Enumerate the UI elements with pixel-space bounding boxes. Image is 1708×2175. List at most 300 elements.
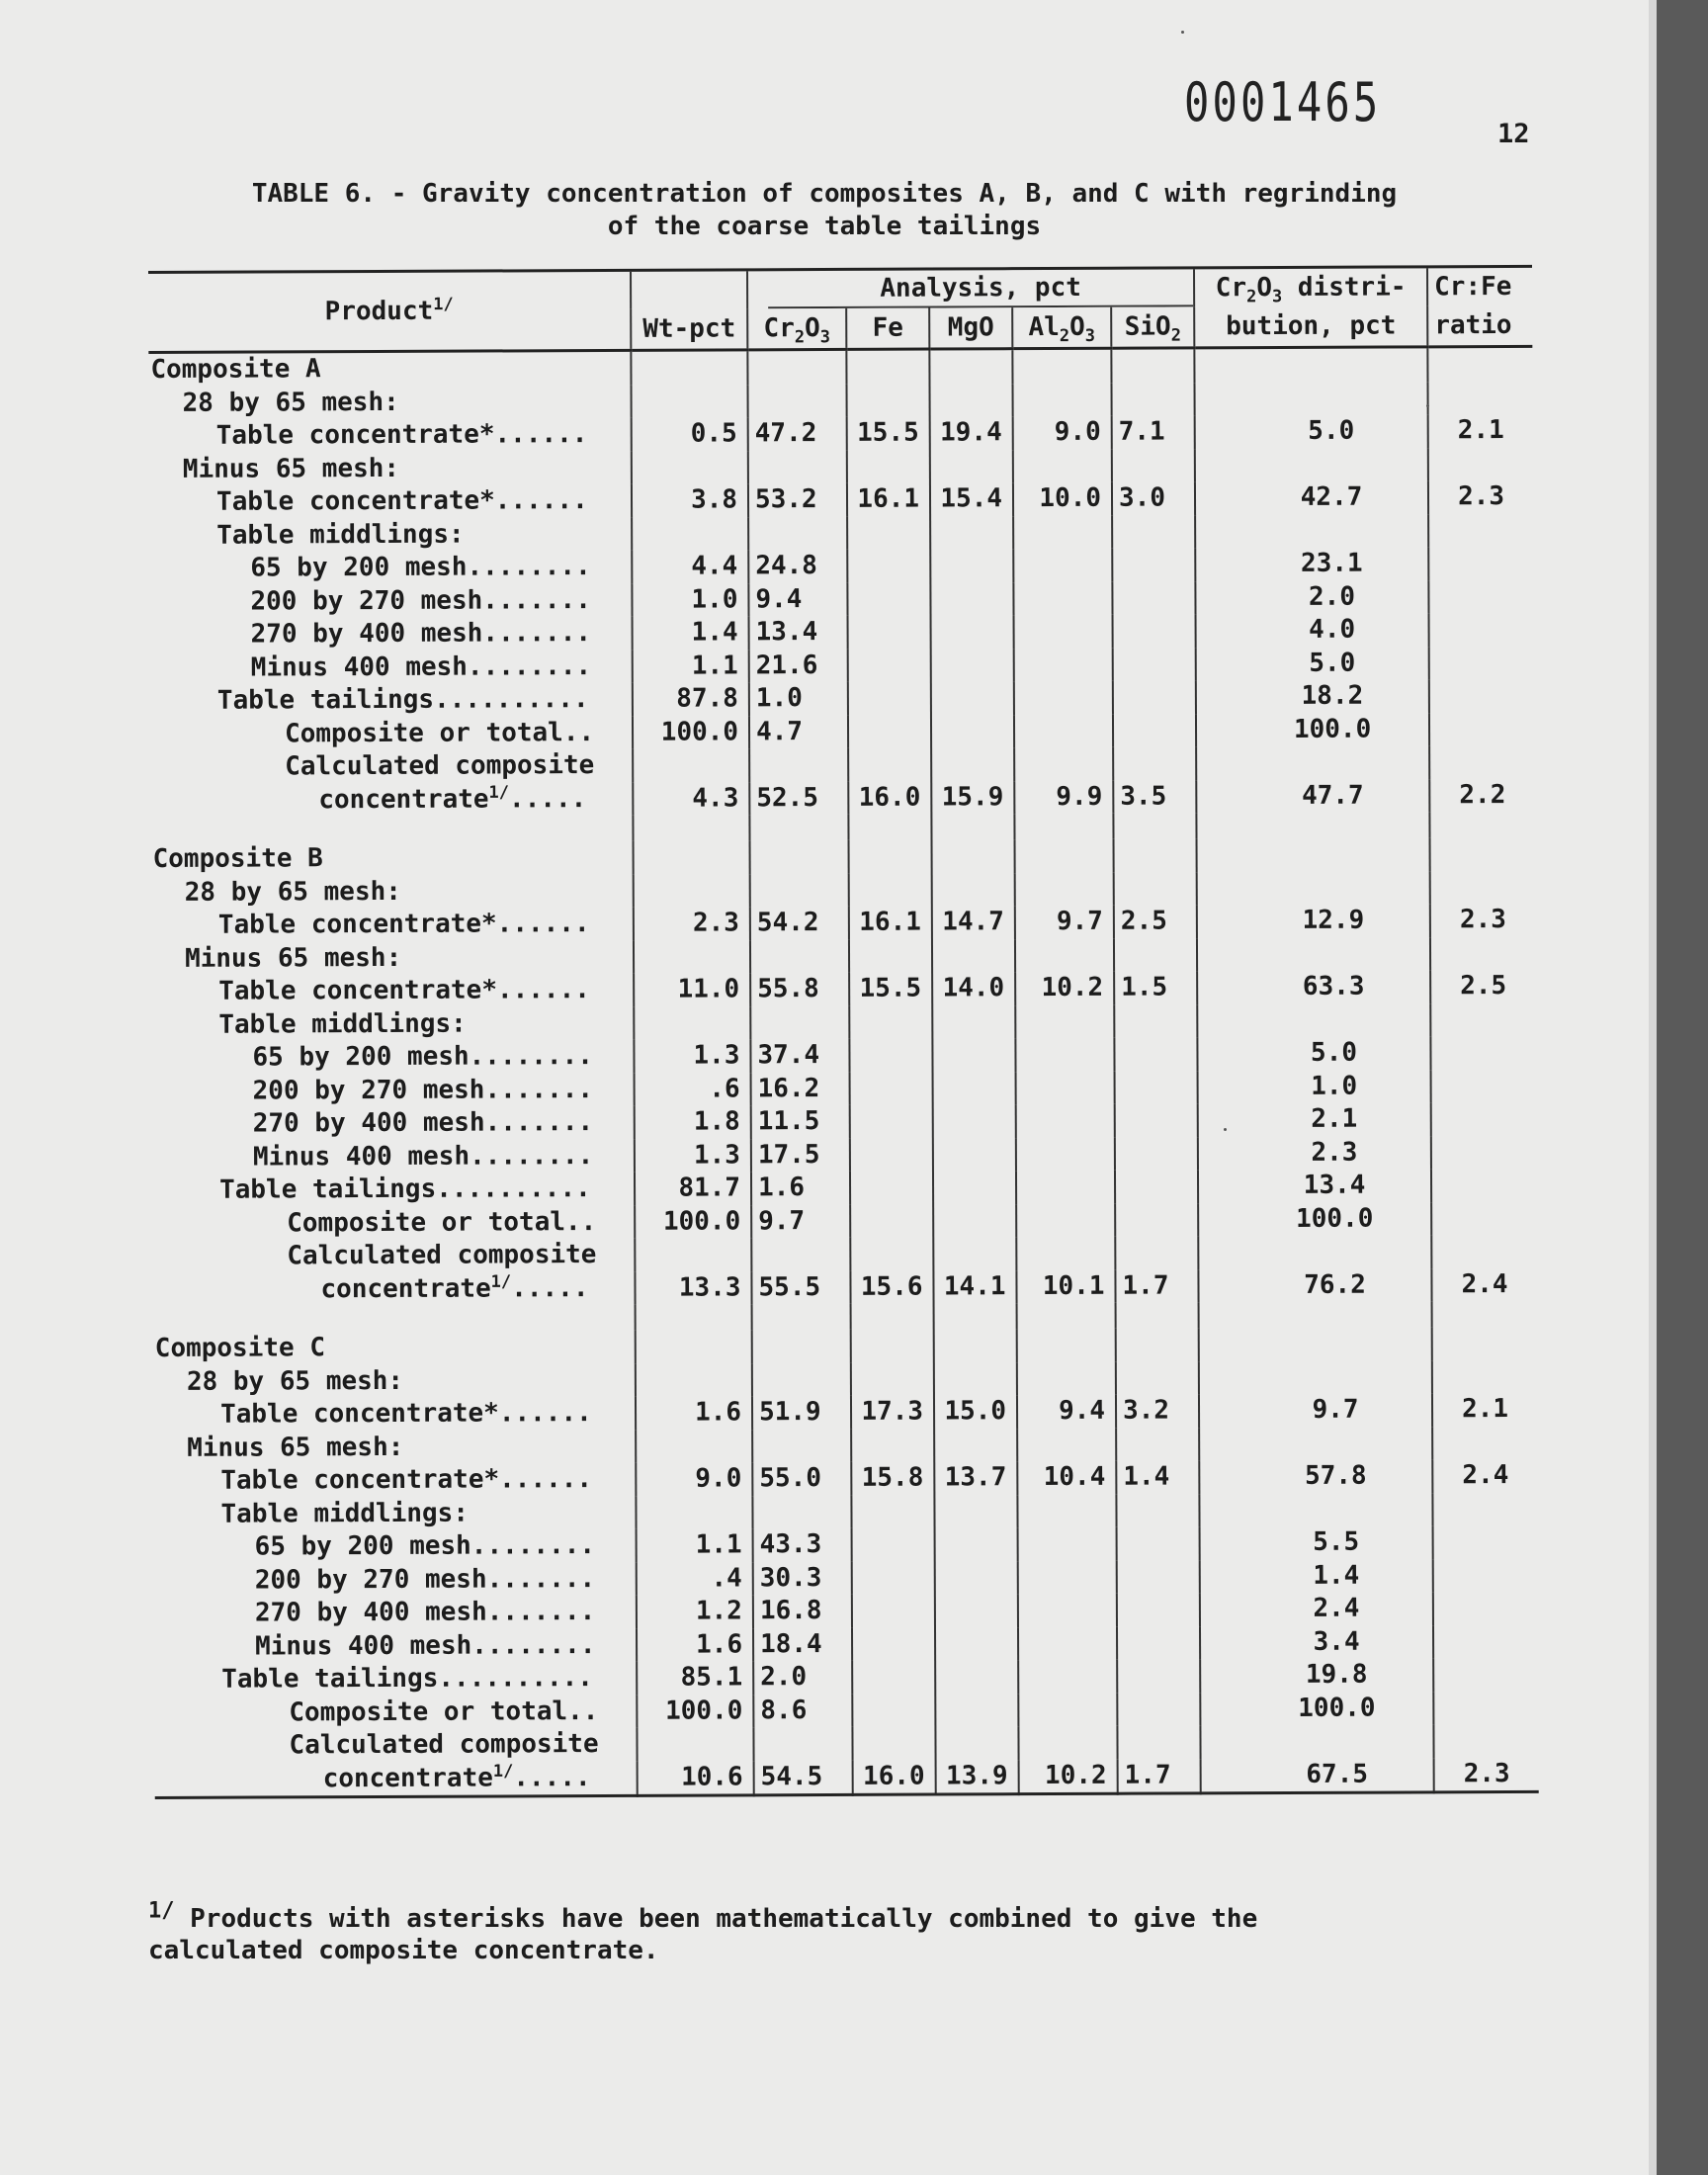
speck bbox=[1426, 404, 1429, 407]
product-label-text: Table tailings.......... bbox=[221, 1663, 593, 1695]
cr2o3-cell: 18.4 bbox=[753, 1627, 852, 1661]
distribution-cell: 63.3 bbox=[1197, 970, 1430, 1004]
wt-pct-cell: 1.3 bbox=[634, 1039, 750, 1073]
cr2o3-cell bbox=[747, 349, 846, 384]
table-row bbox=[151, 1036, 1535, 1076]
ratio-cell: 2.4 bbox=[1432, 1459, 1537, 1493]
product-label-text: 65 by 200 mesh........ bbox=[252, 1041, 593, 1073]
product-label-text: Table concentrate*...... bbox=[220, 1464, 593, 1496]
wt-pct-header: Wt-pct bbox=[631, 308, 747, 350]
product-label bbox=[149, 551, 632, 586]
fe-cell bbox=[848, 682, 931, 716]
cr2o3-cell bbox=[752, 1330, 851, 1363]
distribution-cell: 5.5 bbox=[1200, 1525, 1433, 1560]
fe-cell bbox=[848, 715, 931, 748]
product-label bbox=[154, 1596, 637, 1631]
distribution-cell bbox=[1196, 745, 1429, 780]
fe-cell bbox=[851, 1429, 934, 1462]
mgo-cell: 13.7 bbox=[934, 1461, 1017, 1495]
cr2o3-cell bbox=[750, 1005, 849, 1039]
product-label bbox=[153, 1463, 636, 1499]
fe-cell: 16.1 bbox=[849, 907, 932, 940]
cr2o3-cell: 43.3 bbox=[753, 1528, 852, 1562]
wt-pct-cell: 100.0 bbox=[635, 1205, 751, 1239]
wt-pct-cell bbox=[633, 748, 749, 782]
wt-pct-cell: 81.7 bbox=[635, 1172, 751, 1205]
al2o3-cell bbox=[1016, 1104, 1115, 1138]
fe-cell bbox=[849, 873, 932, 907]
ratio-cell bbox=[1428, 381, 1533, 414]
cr2o3-header: $Cr_2O_3$ bbox=[747, 308, 846, 350]
table-row bbox=[151, 970, 1535, 1009]
cr2o3-cell: 4.7 bbox=[749, 715, 848, 748]
table-row bbox=[152, 1102, 1536, 1142]
product-label-text: Minus 65 mesh: bbox=[182, 453, 400, 484]
cr2o3-cell bbox=[748, 450, 847, 483]
distribution-cell bbox=[1197, 1003, 1430, 1038]
wt-pct-cell: 0.5 bbox=[632, 417, 748, 451]
cr2o3-cell: 1.6 bbox=[751, 1172, 850, 1205]
fe-cell bbox=[851, 1495, 934, 1528]
leader-dots: ..... bbox=[511, 1272, 589, 1303]
table-row bbox=[149, 414, 1533, 454]
mgo-cell bbox=[930, 582, 1013, 616]
al2o3-cell bbox=[1018, 1527, 1117, 1561]
product-label-text: Table concentrate*...... bbox=[217, 909, 590, 940]
table-row bbox=[154, 1525, 1538, 1565]
footnote-marker: 1/ bbox=[148, 1898, 175, 1924]
product-label bbox=[150, 782, 633, 818]
product-label bbox=[152, 1073, 635, 1108]
product-label-text: Minus 400 mesh........ bbox=[250, 651, 592, 683]
al2o3-cell: 10.2 bbox=[1019, 1759, 1118, 1793]
mgo-cell bbox=[935, 1694, 1018, 1727]
cr2o3-cell: 55.5 bbox=[751, 1270, 850, 1304]
fe-cell bbox=[848, 748, 931, 782]
fe-cell bbox=[852, 1528, 935, 1562]
al2o3-cell bbox=[1016, 1203, 1115, 1237]
fe-cell bbox=[847, 450, 930, 483]
product-label-text: Table concentrate*...... bbox=[218, 975, 590, 1006]
fe-cell bbox=[852, 1661, 935, 1695]
mgo-cell bbox=[931, 715, 1014, 748]
distribution-cell bbox=[1200, 1724, 1433, 1759]
mgo-cell: 15.9 bbox=[931, 781, 1014, 815]
fe-cell: 16.1 bbox=[847, 483, 930, 517]
table-row bbox=[149, 480, 1533, 520]
wt-pct-cell: 1.6 bbox=[637, 1628, 753, 1662]
sio2-cell bbox=[1117, 1659, 1200, 1693]
sio2-cell: 3.5 bbox=[1113, 780, 1196, 814]
product-label-text: Table middlings: bbox=[220, 1498, 470, 1529]
sio2-cell bbox=[1112, 548, 1195, 581]
sio2-cell bbox=[1115, 1103, 1198, 1137]
product-label bbox=[151, 974, 634, 1009]
product-label bbox=[150, 716, 633, 751]
product-label-text: 28 by 65 mesh: bbox=[182, 387, 399, 418]
product-label bbox=[150, 650, 633, 685]
sio2-cell: 1.7 bbox=[1118, 1759, 1201, 1793]
distribution-cell: 2.0 bbox=[1195, 580, 1428, 615]
al2o3-cell: 9.7 bbox=[1015, 906, 1114, 939]
distribution-cell: 5.0 bbox=[1197, 1036, 1430, 1071]
sio2-cell bbox=[1117, 1593, 1200, 1626]
ratio-cell bbox=[1431, 1069, 1536, 1102]
ratio-cell bbox=[1431, 1169, 1536, 1202]
mgo-cell bbox=[933, 1237, 1016, 1270]
al2o3-cell bbox=[1015, 938, 1114, 972]
sio2-cell: 1.7 bbox=[1115, 1269, 1198, 1303]
fe-cell: 17.3 bbox=[851, 1396, 934, 1430]
al2o3-cell bbox=[1018, 1726, 1117, 1760]
fe-cell bbox=[849, 939, 932, 973]
ratio-cell bbox=[1428, 547, 1533, 580]
mgo-header: MgO bbox=[929, 307, 1012, 349]
ratio-cell bbox=[1433, 1691, 1538, 1724]
al2o3-cell bbox=[1017, 1329, 1116, 1362]
product-label-text: concentrate bbox=[318, 784, 489, 815]
product-label-text: concentrate bbox=[320, 1272, 491, 1304]
sio2-cell bbox=[1115, 1236, 1198, 1269]
wt-pct-cell: 2.3 bbox=[634, 907, 750, 940]
mgo-cell bbox=[934, 1329, 1017, 1362]
fe-cell bbox=[851, 1330, 934, 1363]
sio2-cell bbox=[1114, 838, 1197, 872]
fe-cell bbox=[850, 1138, 933, 1172]
ratio-cell bbox=[1429, 613, 1534, 647]
sio2-cell bbox=[1113, 680, 1196, 714]
ratio-cell: 2.1 bbox=[1432, 1393, 1537, 1427]
wt-pct-cell: 100.0 bbox=[637, 1695, 753, 1728]
cr2o3-cell bbox=[752, 1429, 851, 1462]
table-row bbox=[152, 1267, 1536, 1307]
distribution-cell: 2.4 bbox=[1200, 1592, 1433, 1626]
fe-cell bbox=[850, 1172, 933, 1205]
cr2o3-cell: 37.4 bbox=[750, 1039, 849, 1073]
product-label bbox=[149, 418, 632, 454]
product-label bbox=[153, 1363, 636, 1399]
table-row bbox=[149, 547, 1533, 586]
product-label-text: 200 by 270 mesh....... bbox=[250, 584, 591, 617]
mgo-cell bbox=[935, 1660, 1018, 1694]
table-row bbox=[150, 613, 1534, 652]
sio2-cell bbox=[1113, 714, 1196, 747]
product-label bbox=[153, 1496, 636, 1531]
footnote-ref: 1/ bbox=[492, 1761, 514, 1782]
distribution-cell bbox=[1199, 1327, 1432, 1361]
al2o3-cell bbox=[1014, 615, 1113, 649]
product-label-text: Table concentrate*...... bbox=[219, 1398, 592, 1430]
sio2-cell bbox=[1112, 449, 1195, 482]
mgo-cell bbox=[931, 615, 1014, 649]
product-label-text: Composite A bbox=[150, 354, 321, 385]
sio2-cell bbox=[1117, 1693, 1200, 1726]
product-label-text: Calculated composite bbox=[289, 1729, 599, 1761]
fe-cell bbox=[849, 840, 932, 874]
product-label-text: Calculated composite bbox=[287, 1240, 597, 1271]
cr2o3-cell: 17.5 bbox=[751, 1138, 850, 1172]
wt-pct-cell bbox=[636, 1363, 752, 1397]
mgo-cell: 14.1 bbox=[933, 1270, 1016, 1304]
distribution-cell bbox=[1197, 937, 1430, 972]
distribution-cell: 100.0 bbox=[1200, 1692, 1433, 1726]
mgo-cell bbox=[931, 681, 1014, 715]
mgo-cell bbox=[935, 1726, 1018, 1760]
wt-pct-cell: .6 bbox=[635, 1073, 751, 1106]
ratio-cell bbox=[1430, 1002, 1535, 1036]
wt-pct-cell: 13.3 bbox=[635, 1271, 751, 1305]
gravity-concentration-table bbox=[148, 265, 1539, 1799]
al2o3-cell bbox=[1016, 1171, 1115, 1204]
product-label bbox=[151, 908, 634, 943]
distribution-cell: 12.9 bbox=[1197, 904, 1430, 938]
al2o3-cell bbox=[1014, 681, 1113, 715]
product-label-text: Minus 400 mesh........ bbox=[255, 1629, 596, 1662]
wt-pct-cell: 1.4 bbox=[633, 616, 749, 650]
distribution-cell bbox=[1198, 1235, 1431, 1269]
al2o3-cell bbox=[1013, 515, 1112, 549]
al2o3-cell bbox=[1014, 747, 1113, 781]
ratio-cell bbox=[1431, 1102, 1536, 1136]
product-label bbox=[150, 617, 633, 652]
product-label-text: 270 by 400 mesh....... bbox=[252, 1107, 594, 1139]
distribution-cell: 47.7 bbox=[1196, 779, 1429, 814]
footnote-line1: Products with asterisks have been mathematically combined to give the bbox=[190, 1904, 1258, 1934]
ratio-cell bbox=[1429, 712, 1534, 745]
distribution-cell bbox=[1197, 871, 1430, 906]
cr2o3-cell bbox=[748, 384, 847, 417]
product-label-text: Table tailings.......... bbox=[218, 1174, 591, 1205]
ratio-cell bbox=[1430, 936, 1535, 970]
table-row bbox=[150, 712, 1534, 751]
cr2o3-cell bbox=[750, 939, 849, 973]
analysis-header-label: Analysis, pct bbox=[768, 269, 1193, 308]
product-label bbox=[152, 1239, 635, 1274]
mgo-cell bbox=[933, 1072, 1016, 1105]
al2o3-cell bbox=[1014, 714, 1113, 747]
fe-cell bbox=[852, 1727, 935, 1761]
footnote-ref: 1/ bbox=[488, 782, 510, 803]
table-row bbox=[150, 679, 1534, 719]
cr2o3-cell: 2.0 bbox=[753, 1661, 852, 1695]
mgo-cell bbox=[932, 939, 1015, 973]
product-label bbox=[152, 1205, 635, 1241]
mgo-cell bbox=[933, 1171, 1016, 1204]
sio2-cell bbox=[1113, 746, 1196, 780]
distribution-cell: 3.4 bbox=[1200, 1625, 1433, 1660]
al2o3-cell bbox=[1017, 1494, 1116, 1527]
ratio-cell bbox=[1429, 745, 1534, 779]
cr2o3-cell: 8.6 bbox=[753, 1694, 852, 1727]
product-label-text: Composite or total.. bbox=[287, 1206, 597, 1238]
wt-pct-cell: 1.8 bbox=[635, 1105, 751, 1139]
mgo-cell bbox=[930, 384, 1013, 417]
ratio-cell bbox=[1428, 579, 1533, 613]
al2o3-cell bbox=[1013, 449, 1112, 482]
distribution-cell: 1.0 bbox=[1198, 1070, 1431, 1104]
sio2-cell bbox=[1114, 1004, 1197, 1038]
table-row bbox=[153, 1459, 1537, 1499]
analysis-header bbox=[747, 268, 1194, 308]
product-label-text: 270 by 400 mesh....... bbox=[250, 618, 592, 650]
distribution-cell: 100.0 bbox=[1196, 713, 1429, 747]
sio2-cell: 3.2 bbox=[1116, 1394, 1199, 1428]
sio2-cell bbox=[1114, 1037, 1197, 1071]
wt-pct-cell: 3.8 bbox=[632, 483, 748, 517]
distribution-cell: 13.4 bbox=[1198, 1169, 1431, 1203]
wt-pct-cell: 1.1 bbox=[633, 650, 749, 683]
al2o3-cell bbox=[1018, 1660, 1117, 1694]
product-label-text: Minus 400 mesh........ bbox=[252, 1140, 594, 1173]
distribution-cell bbox=[1199, 1360, 1432, 1395]
distribution-cell bbox=[1194, 347, 1427, 383]
al2o3-cell: 10.2 bbox=[1015, 972, 1114, 1005]
distribution-cell: 5.0 bbox=[1195, 414, 1428, 449]
al2o3-cell bbox=[1018, 1693, 1117, 1726]
distribution-cell bbox=[1195, 448, 1428, 482]
al2o3-cell bbox=[1016, 1137, 1115, 1171]
sio2-cell bbox=[1114, 938, 1197, 972]
section-label bbox=[148, 350, 631, 387]
product-label-text: Table concentrate*...... bbox=[215, 419, 588, 451]
ratio-cell bbox=[1432, 1492, 1537, 1525]
product-label-text: 28 by 65 mesh: bbox=[184, 876, 401, 908]
ratio-header-line1: Cr:Fe bbox=[1427, 266, 1532, 305]
product-header-note: 1/ bbox=[433, 294, 454, 315]
cr2o3-cell: 9.4 bbox=[748, 582, 847, 616]
al2o3-cell bbox=[1016, 1237, 1115, 1270]
mgo-cell bbox=[930, 450, 1013, 483]
fe-cell bbox=[852, 1627, 935, 1661]
product-label bbox=[154, 1662, 637, 1697]
speck bbox=[1224, 1128, 1227, 1131]
ratio-cell bbox=[1427, 346, 1532, 381]
product-label-text: concentrate bbox=[322, 1762, 493, 1793]
page-edge bbox=[1649, 0, 1657, 2175]
table-title-line2: of the coarse table tailings bbox=[607, 212, 1042, 241]
al2o3-cell bbox=[1018, 1626, 1117, 1660]
wt-pct-cell: .4 bbox=[637, 1562, 753, 1596]
sio2-cell bbox=[1117, 1560, 1200, 1594]
product-label bbox=[153, 1430, 636, 1465]
ratio-cell bbox=[1432, 1359, 1537, 1393]
mgo-cell bbox=[932, 1005, 1015, 1039]
footnote-line2: calculated composite concentrate. bbox=[148, 1936, 659, 1965]
distribution-cell: 19.8 bbox=[1200, 1658, 1433, 1693]
cr2o3-cell: 16.8 bbox=[753, 1595, 852, 1628]
mgo-cell bbox=[932, 873, 1015, 907]
sio2-cell bbox=[1116, 1361, 1199, 1395]
sio2-cell bbox=[1111, 348, 1194, 383]
cr2o3-cell: 21.6 bbox=[749, 649, 848, 682]
al2o3-cell bbox=[1016, 1071, 1115, 1104]
al2o3-cell bbox=[1015, 1004, 1114, 1038]
wt-pct-cell bbox=[631, 350, 747, 386]
ratio-cell bbox=[1429, 679, 1534, 713]
al2o3-cell: 9.9 bbox=[1014, 780, 1113, 814]
al2o3-cell bbox=[1013, 549, 1112, 582]
sio2-cell bbox=[1115, 1137, 1198, 1171]
mgo-cell bbox=[932, 1038, 1015, 1072]
cr2o3-cell bbox=[748, 516, 847, 550]
ratio-cell bbox=[1431, 1135, 1536, 1169]
wt-pct-cell: 4.4 bbox=[632, 550, 748, 583]
sio2-header: SiO$_2$ bbox=[1111, 306, 1194, 348]
fe-cell bbox=[850, 1238, 933, 1271]
mgo-cell bbox=[935, 1561, 1018, 1595]
table-row bbox=[153, 1393, 1537, 1433]
product-label-text: 65 by 200 mesh........ bbox=[254, 1530, 596, 1562]
wt-pct-cell: 87.8 bbox=[633, 682, 749, 716]
wt-pct-cell bbox=[634, 940, 750, 974]
distribution-cell: 23.1 bbox=[1195, 547, 1428, 581]
wt-pct-cell bbox=[634, 840, 750, 874]
fe-cell bbox=[850, 1072, 933, 1105]
mgo-cell bbox=[935, 1527, 1018, 1561]
fe-cell bbox=[852, 1561, 935, 1595]
product-label bbox=[152, 1173, 635, 1208]
al2o3-cell bbox=[1015, 839, 1114, 873]
ratio-cell: 2.2 bbox=[1429, 778, 1534, 812]
wt-pct-cell: 4.3 bbox=[633, 782, 749, 816]
wt-pct-cell: 1.0 bbox=[632, 583, 748, 617]
wt-pct-cell: 85.1 bbox=[637, 1661, 753, 1695]
distribution-cell: 4.0 bbox=[1196, 613, 1429, 648]
mgo-cell bbox=[930, 549, 1013, 582]
ratio-cell bbox=[1433, 1658, 1538, 1692]
ratio-cell bbox=[1433, 1592, 1538, 1625]
section-label bbox=[153, 1331, 636, 1366]
product-label bbox=[149, 385, 632, 420]
mgo-cell bbox=[932, 839, 1015, 873]
sio2-cell bbox=[1117, 1626, 1200, 1660]
product-label-text: Table middlings: bbox=[216, 519, 465, 551]
sio2-cell: 1.5 bbox=[1114, 971, 1197, 1004]
sio2-cell: 7.1 bbox=[1112, 415, 1195, 449]
product-label bbox=[154, 1562, 637, 1598]
sio2-cell: 2.5 bbox=[1114, 905, 1197, 938]
mgo-cell: 14.7 bbox=[932, 906, 1015, 939]
wt-pct-cell bbox=[632, 517, 748, 551]
ratio-cell: 2.5 bbox=[1430, 970, 1535, 1003]
distribution-cell bbox=[1199, 1493, 1432, 1527]
sio2-cell bbox=[1115, 1071, 1198, 1104]
fe-cell: 15.6 bbox=[850, 1270, 933, 1304]
ratio-cell bbox=[1432, 1327, 1537, 1360]
product-label bbox=[152, 1271, 635, 1307]
product-label bbox=[150, 683, 633, 719]
cr2o3-cell bbox=[752, 1495, 851, 1528]
wt-pct-cell: 1.3 bbox=[635, 1139, 751, 1173]
distribution-cell bbox=[1197, 837, 1430, 872]
document-number: 0001465 bbox=[1184, 71, 1382, 133]
product-label-text: Calculated composite bbox=[285, 750, 595, 782]
ratio-cell: 2.3 bbox=[1428, 480, 1533, 514]
product-label-text: Table middlings: bbox=[218, 1008, 467, 1040]
product-label-text: Table tailings.......... bbox=[216, 684, 589, 716]
al2o3-cell bbox=[1013, 383, 1112, 416]
al2o3-header: $Al_2O_3$ bbox=[1012, 307, 1111, 349]
mgo-cell: 14.0 bbox=[932, 972, 1015, 1005]
leader-dots: ..... bbox=[508, 783, 587, 814]
product-label bbox=[152, 1106, 635, 1142]
mgo-cell: 15.4 bbox=[930, 482, 1013, 516]
ratio-cell bbox=[1433, 1624, 1538, 1658]
table-row bbox=[154, 1691, 1538, 1730]
cr2o3-cell: 55.0 bbox=[752, 1462, 851, 1496]
al2o3-cell bbox=[1015, 1038, 1114, 1072]
sio2-cell bbox=[1116, 1494, 1199, 1527]
